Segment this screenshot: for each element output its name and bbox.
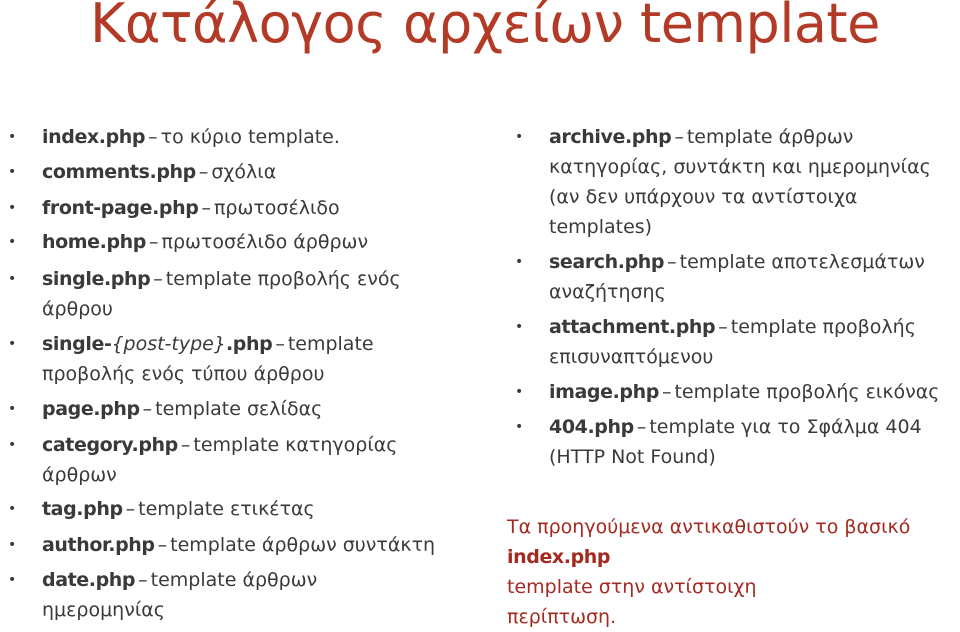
file-name: archive.php [549,126,672,148]
file-description-continued: κατηγορίας, συντάκτη και ημερομηνίας [549,156,931,178]
list-item [8,394,472,424]
list-item [515,377,959,407]
file-description-continued: templates) [549,216,653,238]
bullet-icon: • [515,384,524,400]
note-line-3: περίπτωση. [507,606,617,628]
file-name-prefix: single- [42,333,112,355]
list-item [515,247,959,307]
bullet-icon: • [8,437,17,453]
dash: – [661,381,672,403]
file-description: template προβολής ενός [165,268,401,290]
dash: – [153,268,163,290]
bullet-icon: • [515,254,524,270]
file-description: template ετικέτας [138,498,315,520]
dash: – [718,316,728,338]
file-name: date.php [42,569,136,591]
bullet-icon: • [515,419,524,435]
file-name: home.php [42,231,147,253]
dash: – [674,126,684,148]
file-description: template προβολής [730,316,916,338]
list-item [515,122,959,242]
file-description-continued: (HTTP Not Found) [549,446,716,468]
list-item [8,565,472,625]
list-item [8,264,472,324]
file-name: search.php [549,251,665,273]
file-name: image.php [549,381,659,403]
file-description: template [287,333,374,355]
dash: – [125,498,136,520]
file-description: σχόλια [211,161,277,183]
dash: – [636,416,647,438]
file-description: template αποτελεσμάτων [679,251,925,273]
list-item [8,193,472,223]
file-name: single.php [42,268,151,290]
page-title: Κατάλογος αρχείων template [90,0,880,55]
file-name: author.php [42,534,155,556]
bullet-icon: • [8,271,17,287]
dash: – [180,434,191,456]
file-description: template για το Σφάλμα 404 [649,416,922,438]
file-description: template προβολής εικόνας [674,381,940,403]
file-description: πρωτοσέλιδο [213,197,340,219]
file-name: front-page.php [42,197,199,219]
bullet-icon: • [8,336,17,352]
dash: – [142,398,153,420]
dash: – [275,333,285,355]
bullet-icon: • [8,537,17,553]
file-description: template άρθρων [150,569,318,591]
file-name: category.php [42,434,178,456]
file-name-placeholder: {post-type} [111,333,226,355]
note-line-2-text: template στην αντίστοιχη [507,576,757,598]
file-description-continued: άρθρων [42,464,117,486]
dash: – [201,197,211,219]
note-file-name: index.php [507,546,611,568]
bullet-icon: • [515,129,524,145]
file-name: 404.php [549,416,634,438]
dash: – [148,126,158,148]
file-name: tag.php [42,498,123,520]
file-name: page.php [42,398,140,420]
file-description-continued: προβολής ενός τύπου άρθρου [42,363,325,385]
bullet-icon: • [8,572,17,588]
dash: – [149,231,159,253]
list-item [8,430,472,490]
list-item [8,122,472,152]
list-item [8,157,472,187]
file-name-suffix: .php [225,333,273,355]
summary-note [507,512,957,632]
file-description: template σελίδας [155,398,323,420]
bullet-icon: • [8,129,17,145]
file-name: index.php [42,126,146,148]
list-item [515,412,959,472]
bullet-icon: • [8,501,17,517]
list-item [515,312,959,372]
file-description: το κύριο template. [160,126,340,148]
file-description-continued: ημερομηνίας [42,599,165,621]
dash: – [138,569,148,591]
bullet-icon: • [8,200,17,216]
list-item [8,530,472,560]
file-description-continued: επισυναπτόμενου [549,346,714,368]
file-name: attachment.php [549,316,716,338]
file-name: comments.php [42,161,196,183]
file-description: template κατηγορίας [193,434,398,456]
list-item [8,329,472,389]
bullet-icon: • [8,401,17,417]
file-description: template άρθρων [686,126,854,148]
bullet-icon: • [8,234,17,250]
bullet-icon: • [8,164,17,180]
file-description-continued: (αν δεν υπάρχουν τα αντίστοιχα [549,186,858,208]
file-description: template άρθρων συντάκτη [170,534,436,556]
bullet-icon: • [515,319,524,335]
dash: – [198,161,209,183]
dash: – [667,251,677,273]
note-line-1: Τα προηγούμενα αντικαθιστούν το βασικό [507,516,911,538]
file-description-continued: αναζήτησης [549,281,666,303]
file-description-continued: άρθρου [42,298,113,320]
list-item [8,494,472,524]
file-description: πρωτοσέλιδο άρθρων [161,231,369,253]
dash: – [157,534,168,556]
list-item [8,227,472,257]
note-line-2 [507,542,957,602]
